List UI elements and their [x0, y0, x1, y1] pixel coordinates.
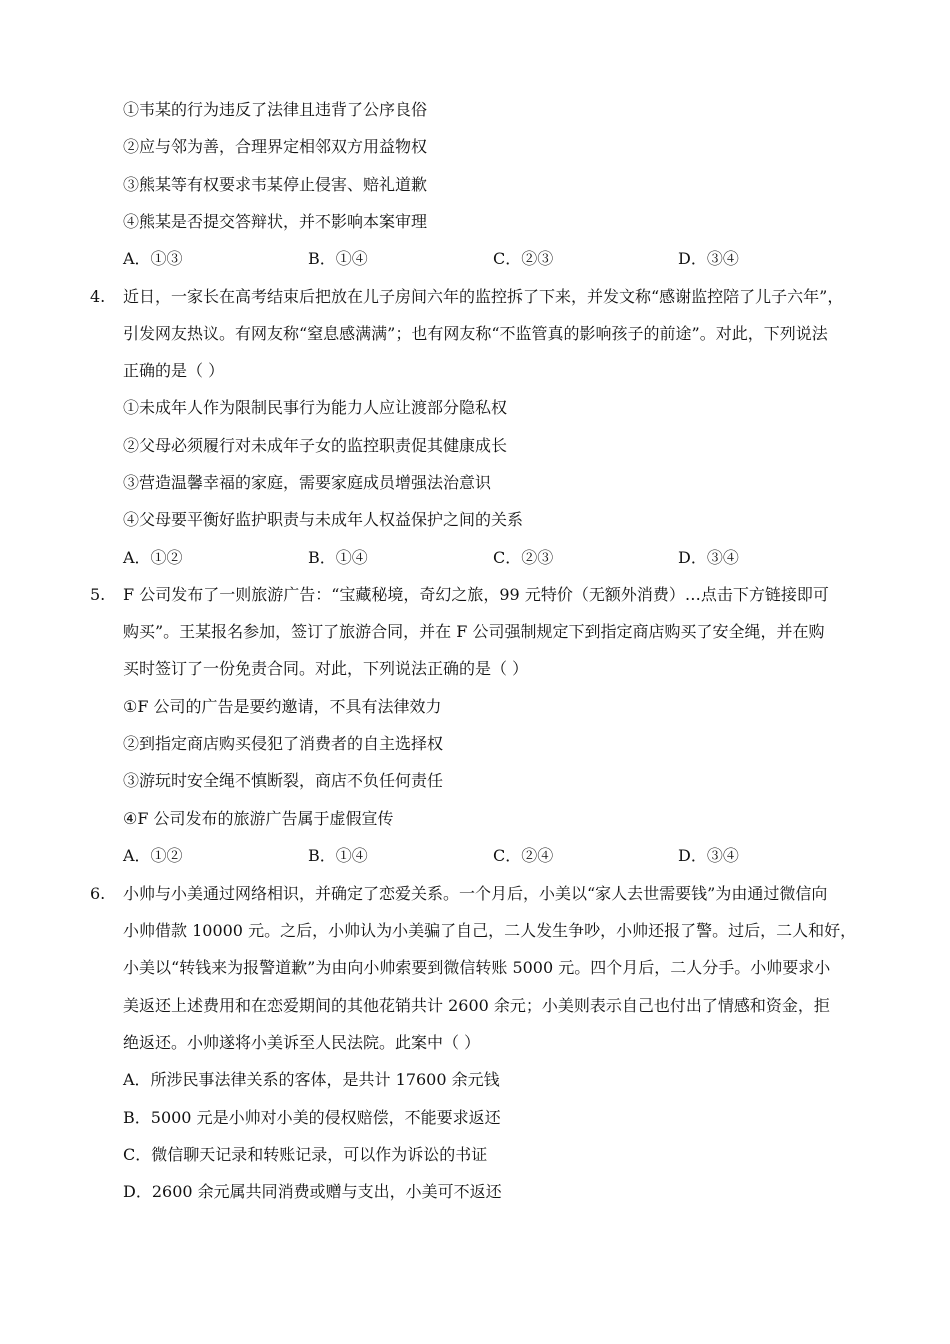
q5-option-b[interactable]: B．①④: [308, 846, 368, 865]
q3-option-b[interactable]: B．①④: [308, 249, 368, 268]
q3-statement-2: ②应与邻为善，合理界定相邻双方用益物权: [123, 137, 428, 156]
q5-option-a[interactable]: A．①②: [123, 846, 183, 865]
q3-option-a[interactable]: A．①③: [123, 249, 183, 268]
q5-statement-4: ④F 公司发布的旅游广告属于虚假宣传: [123, 809, 394, 828]
q4-stem-line-1: 近日，一家长在高考结束后把放在儿子房间六年的监控拆了下来，并发文称“感谢监控陪了儿子六年”，: [123, 287, 844, 306]
q4-statement-4: ④父母要平衡好监护职责与未成年人权益保护之间的关系: [123, 510, 524, 529]
q5-stem-line-3: 买时签订了一份免责合同。对此，下列说法正确的是（ ）: [123, 659, 529, 678]
q6-stem-line-1: 小帅与小美通过网络相识，并确定了恋爱关系。一个月后，小美以“家人去世需要钱”为由通过微信向: [123, 884, 828, 903]
q5-statement-3: ③游玩时安全绳不慎断裂，商店不负任何责任: [123, 771, 444, 790]
q6-number: 6.: [90, 884, 106, 903]
q4-statement-1: ①未成年人作为限制民事行为能力人应让渡部分隐私权: [123, 398, 508, 417]
q3-statement-1: ①韦某的行为违反了法律且违背了公序良俗: [123, 100, 428, 119]
q4-option-b[interactable]: B．①④: [308, 548, 368, 567]
q5-statement-2: ②到指定商店购买侵犯了消费者的自主选择权: [123, 734, 444, 753]
q4-statement-2: ②父母必须履行对未成年子女的监控职责促其健康成长: [123, 436, 508, 455]
q4-stem-line-2: 引发网友热议。有网友称“窒息感满满”；也有网友称“不监管真的影响孩子的前途”。对此，下列说法: [123, 324, 828, 343]
q4-number: 4.: [90, 287, 106, 306]
q3-option-c[interactable]: C．②③: [493, 249, 554, 268]
q6-choice-c[interactable]: C．微信聊天记录和转账记录，可以作为诉讼的书证: [123, 1145, 488, 1164]
q4-option-a[interactable]: A．①②: [123, 548, 183, 567]
q5-number: 5.: [90, 585, 106, 604]
q6-stem-line-2: 小帅借款 10000 元。之后，小帅认为小美骗了自己，二人发生争吵，小帅还报了警。过后，二人和好，: [123, 921, 857, 940]
q3-statement-3: ③熊某等有权要求韦某停止侵害、赔礼道歉: [123, 175, 428, 194]
q6-stem-line-3: 小美以“转钱来为报警道歉”为由向小帅索要到微信转账 5000 元。四个月后，二人分手。小帅要求小: [123, 958, 831, 977]
q5-stem-line-1: F 公司发布了一则旅游广告：“宝藏秘境，奇幻之旅，99 元特价（无额外消费）…点击下方链接即可: [123, 585, 829, 604]
q6-choice-b[interactable]: B．5000 元是小帅对小美的侵权赔偿，不能要求返还: [123, 1108, 501, 1127]
q5-option-d[interactable]: D．③④: [678, 846, 739, 865]
q4-stem-line-3: 正确的是（ ）: [123, 361, 225, 380]
q6-choice-d[interactable]: D．2600 余元属共同消费或赠与支出，小美可不返还: [123, 1182, 502, 1201]
q6-stem-line-4: 美返还上述费用和在恋爱期间的其他花销共计 2600 余元；小美则表示自己也付出了情感和资金，拒: [123, 996, 830, 1015]
q4-statement-3: ③营造温馨幸福的家庭，需要家庭成员增强法治意识: [123, 473, 492, 492]
q5-option-c[interactable]: C．②④: [493, 846, 554, 865]
q4-option-c[interactable]: C．②③: [493, 548, 554, 567]
q4-option-d[interactable]: D．③④: [678, 548, 739, 567]
q5-stem-line-2: 购买”。王某报名参加，签订了旅游合同，并在 F 公司强制规定下到指定商店购买了安全绳，并在购: [123, 622, 825, 641]
q3-option-d[interactable]: D．③④: [678, 249, 739, 268]
q6-stem-line-5: 绝返还。小帅遂将小美诉至人民法院。此案中（ ）: [123, 1033, 481, 1052]
q5-statement-1: ①F 公司的广告是要约邀请，不具有法律效力: [123, 697, 442, 716]
q3-statement-4: ④熊某是否提交答辩状，并不影响本案审理: [123, 212, 428, 231]
q6-choice-a[interactable]: A．所涉民事法律关系的客体，是共计 17600 余元钱: [123, 1070, 500, 1089]
